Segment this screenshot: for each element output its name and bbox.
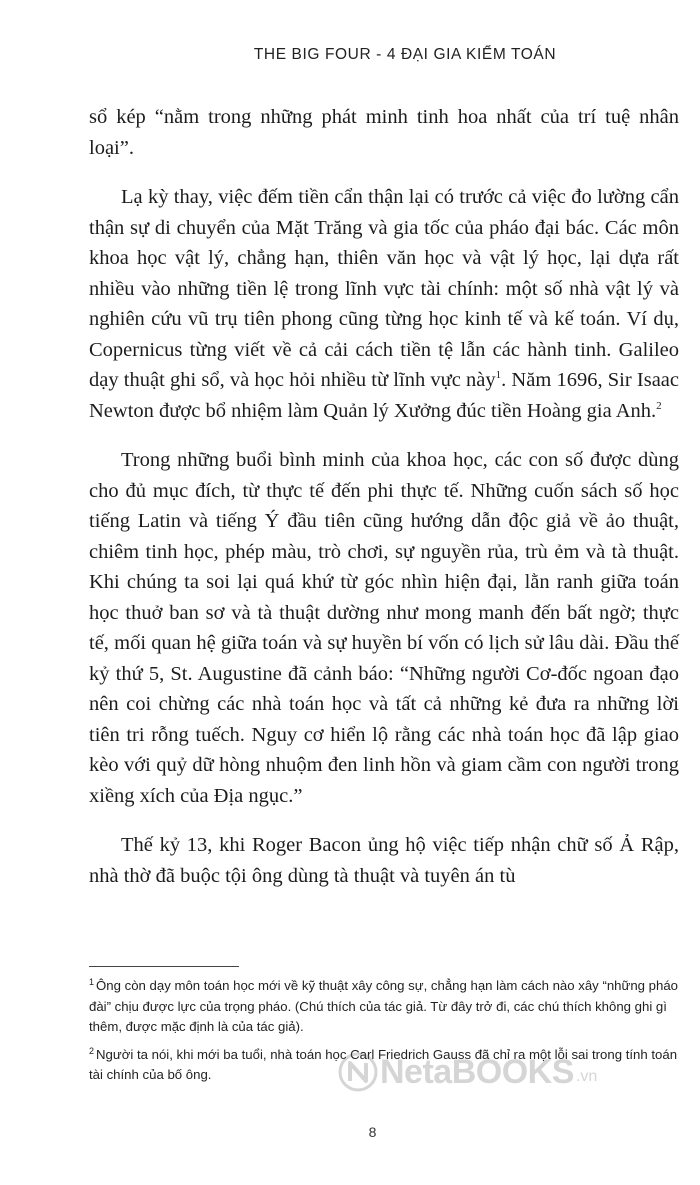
running-header: THE BIG FOUR - 4 ĐẠI GIA KIỂM TOÁN — [253, 46, 557, 63]
footnote-1-marker: 1 — [89, 977, 95, 987]
paragraph-1: sổ kép “nằm trong những phát minh tinh hoa nhất của trí tuệ nhân loại”. — [89, 106, 679, 159]
footnote-ref-2[interactable]: 2 — [656, 399, 662, 412]
watermark-suffix: .vn — [575, 1068, 598, 1085]
paragraph-2-text-a: Lạ kỳ thay, việc đếm tiền cẩn thận lại có trước cả việc đo lường cẩn thận sự di chuyển của Mặt Trăng và gia tốc của pháo đại bác. Các môn khoa học vật lý, chẳng hạn, thiên văn học và vật lý học, lại dựa rất nhiều vào những tiền lệ trong lĩnh vực tài chính: một số nhà vật lý và nghiên cứu vũ trụ tiên phong cũng từng học kinh tế và kế toán. Ví dụ, Copernicus từng viết về cả cải cách tiền tệ lẫn các hành tinh. Galileo dạy thuật ghi sổ, và học hỏi nhiều từ lĩnh vực này — [89, 186, 679, 391]
paragraph-2-text-b: . Năm 1696, Sir Isaac Newton được bổ nhiệm làm Quản lý Xưởng đúc tiền Hoàng gia Anh. — [89, 369, 679, 422]
footnote-ref-1[interactable]: 1 — [495, 369, 502, 381]
watermark-brand: NetaBOOKS — [380, 1052, 574, 1091]
footnote-1 — [89, 976, 679, 1038]
page-number: 8 — [368, 1124, 377, 1140]
watermark — [338, 1052, 597, 1092]
paragraph-2 — [89, 182, 679, 426]
paragraph-3: Trong những buổi bình minh của khoa học, các con số được dùng cho đủ mục đích, từ thực tế đến phi thực tế. Những cuốn sách số học tiếng Latin và tiếng Ý đầu tiên cũng hướng dẫn độc giả về ảo thuật, chiêm tinh học, phép màu, trò chơi, sự nguyền rủa, trù ẻm và tà thuật. Khi chúng ta soi lại quá khứ từ góc nhìn hiện đại, lằn ranh giữa toán học thuở ban sơ và tà thuật dường như mong manh đến bất ngờ; thực tế, mối quan hệ giữa toán và sự huyền bí vốn có lịch sử lâu dài. Đầu thế kỷ thứ 5, St. Augustine đã cảnh báo: “Những người Cơ-đốc ngoan đạo nên coi chừng các nhà toán học và tất cả những kẻ đưa ra những lời tiên tri rỗng tuếch. Nguy cơ hiển lộ rằng các nhà toán học đã lập giao kèo với quỷ dữ hòng nhuộm đen linh hồn và giam cầm con người trong xiềng xích của Địa ngục.” — [89, 449, 679, 807]
footnote-divider — [89, 966, 239, 967]
footnote-2-text: Người ta nói, khi mới ba tuổi, nhà toán học Carl Friedrich Gauss đã chỉ ra một lỗi sai trong tính toán tài chính của bố ông. — [89, 1046, 678, 1082]
footnote-1-text: Ông còn dạy môn toán học mới về kỹ thuật xây công sự, chẳng hạn làm cách nào xây “những pháo đài” chịu được lực của trọng pháo. (Chú thích của tác giả. Từ đây trở đi, các chú thích không ghi gì thêm, được mặc định là của tác giả). — [89, 978, 678, 1034]
footnote-2-marker: 2 — [89, 1045, 95, 1056]
paragraph-4: Thế kỷ 13, khi Roger Bacon ủng hộ việc tiếp nhận chữ số Ả Rập, nhà thờ đã buộc tội ông dùng tà thuật và tuyên án tù — [89, 834, 679, 887]
main-text — [89, 102, 679, 910]
netabooks-logo-icon — [338, 1052, 378, 1092]
